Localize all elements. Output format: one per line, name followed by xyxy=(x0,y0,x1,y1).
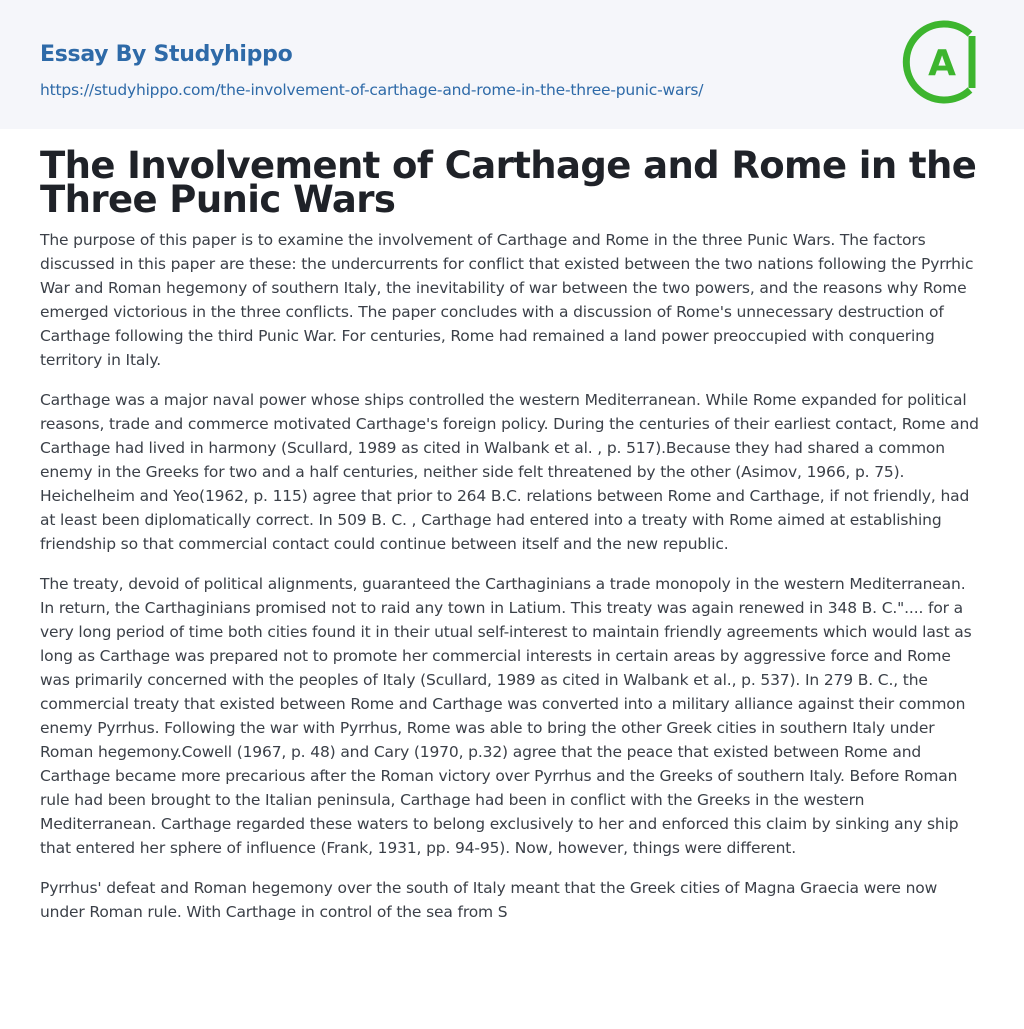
article-paragraph-2: Carthage was a major naval power whose ships controlled the western Mediterranean. While Rome expanded for political reasons, trade and commerce motivated Carthage's foreign policy. During the centuries of their earliest contact, Rome and Carthage had lived in harmony (Scullard, 1989 as cited in Walbank et al. , p. 517).Because they had shared a common enemy in the Greeks for two and a half centuries, neither side felt threatened by the other (Asimov, 1966, p. 75). Heichelheim and Yeo(1962, p. 115) agree that prior to 264 B.C. relations between Rome and Carthage, if not friendly, had at least been diplomatically correct. In 509 B. C. , Carthage had entered into a treaty with Rome aimed at establishing friendship so that commercial contact could continue between itself and the new republic. xyxy=(40,391,979,553)
article-paragraph-3: The treaty, devoid of political alignments, guaranteed the Carthaginians a trade monopoly in the western Mediterranean. In return, the Carthaginians promised not to raid any town in Latium. This treaty was again renewed in 348 B. C.".... for a very long period of time both cities found it in their utual self-interest to maintain friendly agreements which would last as long as Carthage was prepared not to promote her commercial interests in certain areas by aggressive force and Rome was primarily concerned with the peoples of Italy (Scullard, 1989 as cited in Walbank et al., p. 537). In 279 B. C., the commercial treaty that existed between Rome and Carthage was converted into a military alliance against their common enemy Pyrrhus. Following the war with Pyrrhus, Rome was able to bring the other Greek cities in southern Italy under Roman hegemony.Cowell (1967, p. 48) and Cary (1970, p.32) agree that the peace that existed between Rome and Carthage became more precarious after the Roman victory over Pyrrhus and the Greeks of southern Italy. Before Roman rule had been brought to the Italian peninsula, Carthage had been in conflict with the Greeks in the western Mediterranean. Carthage regarded these waters to belong exclusively to her and enforced this claim by sinking any ship that entered her sphere of influence (Frank, 1931, pp. 94-95). Now, however, things were different. xyxy=(40,575,972,857)
source-url-link[interactable]: https://studyhippo.com/the-involvement-of-carthage-and-rome-in-the-three-punic-wars/ xyxy=(40,81,704,99)
logo-letter: A xyxy=(928,43,956,84)
article-paragraph-1: The purpose of this paper is to examine the involvement of Carthage and Rome in the three Punic Wars. The factors discussed in this paper are these: the undercurrents for conflict that existed between the two nations following the Pyrrhic War and Roman hegemony of southern Italy, the inevitability of war between the two powers, and the reasons why Rome emerged victorious in the three conflicts. The paper concludes with a discussion of Rome's unnecessary destruction of Carthage following the third Punic War. For centuries, Rome had remained a land power preoccupied with conquering territory in Italy. xyxy=(40,231,974,369)
article xyxy=(0,129,1024,924)
site-header xyxy=(0,0,1024,129)
article-paragraph-4: Pyrrhus' defeat and Roman hegemony over the south of Italy meant that the Greek cities of Magna Graecia were now under Roman rule. With Carthage in control of the sea from S xyxy=(40,879,938,921)
brand-title[interactable]: Essay By Studyhippo xyxy=(40,42,293,67)
studyhippo-a-logo-icon[interactable] xyxy=(900,20,984,104)
article-title: The Involvement of Carthage and Rome in the Three Punic Wars xyxy=(40,144,977,221)
